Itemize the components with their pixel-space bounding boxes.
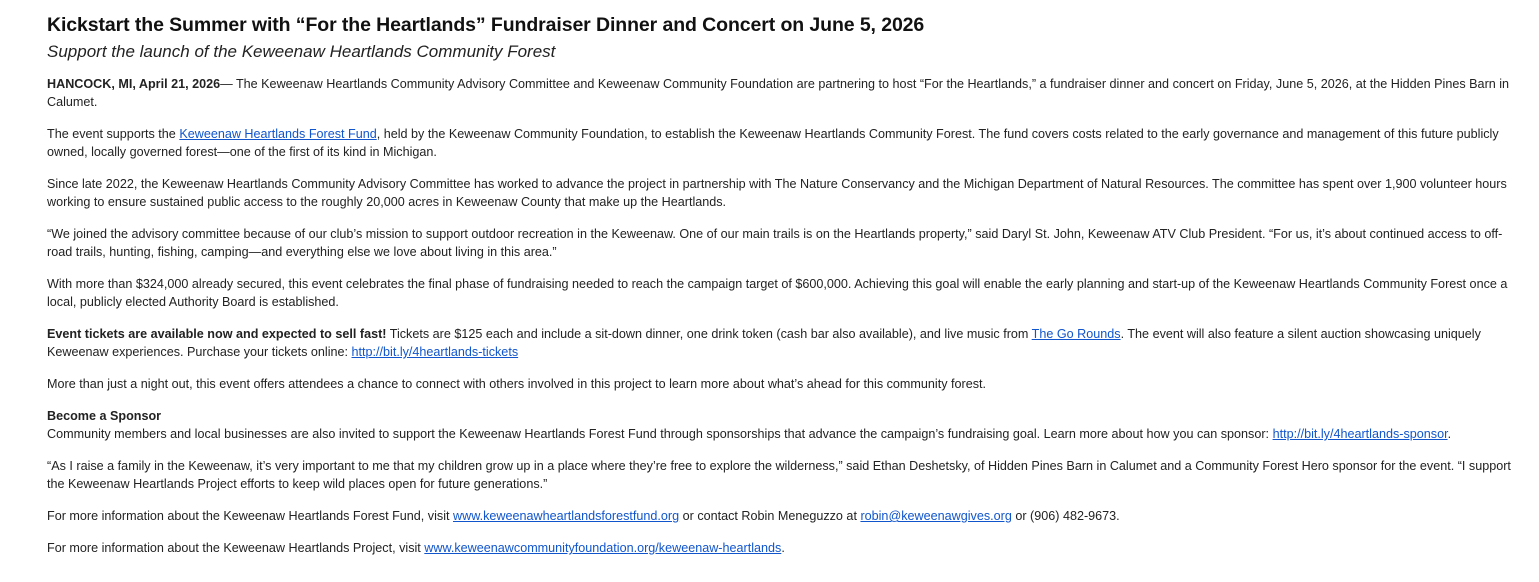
paragraph-fund-contact-text-end: or (906) 482-9673. xyxy=(1011,509,1120,523)
paragraph-project-info-text: For more information about the Keweenaw Heartlands Project, visit xyxy=(47,541,425,555)
paragraph-sponsor-quote: “As I raise a family in the Keweenaw, it’s very important to me that my children grow up in a place where they’re free to explore the wilderness,” said Ethan Deshetsky, of Hidden Pines Barn in Calumet and a Community Forest Hero sponsor for the event. “I support the Keweenaw Heartlands Project efforts to keep wild places open for future generations.” xyxy=(47,459,1511,491)
fund-website-link[interactable]: www.keweenawheartlandsforestfund.org xyxy=(453,509,680,523)
tickets-callout: Event tickets are available now and expected to sell fast! xyxy=(47,327,387,341)
paragraph-fund-contact xyxy=(47,507,1527,525)
paragraph-intro xyxy=(47,75,1527,111)
sponsor-link[interactable]: http://bit.ly/4heartlands-sponsor xyxy=(1272,427,1448,441)
forest-fund-link[interactable]: Keweenaw Heartlands Forest Fund xyxy=(179,127,377,141)
paragraph-fund-contact-text-start: For more information about the Keweenaw Heartlands Forest Fund, visit xyxy=(47,509,453,523)
paragraph-atv-quote: “We joined the advisory committee because of our club’s mission to support outdoor recreation in the Keweenaw. One of our main trails is on the Heartlands property,” said Daryl St. John, Keweenaw ATV Club President. “For us, it’s about continued access to off-road trails, hunting, fishing, camping—and everything else we love about living in this area.” xyxy=(47,227,1503,259)
tickets-link[interactable]: http://bit.ly/4heartlands-tickets xyxy=(351,345,519,359)
paragraph-sponsor-text-end: . xyxy=(1447,427,1452,441)
press-release xyxy=(47,13,1527,557)
page-subtitle: Support the launch of the Keweenaw Heartlands Community Forest xyxy=(47,42,556,61)
paragraph-fund xyxy=(47,125,1527,161)
email-link[interactable]: robin@keweenawgives.org xyxy=(860,509,1012,523)
page-title: Kickstart the Summer with “For the Heartlands” Fundraiser Dinner and Concert on June 5, 2026 xyxy=(47,14,925,36)
paragraph-tickets xyxy=(47,325,1527,361)
paragraph-fund-contact-text-mid: or contact Robin Meneguzzo at xyxy=(679,509,861,523)
paragraph-sponsor-text: Community members and local businesses are also invited to support the Keweenaw Heartlands Forest Fund through sponsorships that advance the campaign’s fundraising goal. Learn more about how you can sponsor: xyxy=(47,427,1273,441)
paragraph-intro-text: — The Keweenaw Heartlands Community Advisory Committee and Keweenaw Community Foundation are partnering to host “For the Heartlands,” a fundraiser dinner and concert on Friday, June 5, 2026, at the Hidden Pines Barn in Calumet. xyxy=(47,77,1510,109)
paragraph-tickets-text-start: Tickets are $125 each and include a sit-down dinner, one drink token (cash bar also available), and live music from xyxy=(386,327,1032,341)
paragraph-project-info-text-end: . xyxy=(781,541,785,555)
paragraph-tickets-text-mid: . The event will also feature a silent auction showcasing uniquely Keweenaw experiences. Purchase your tickets online: xyxy=(47,327,1481,359)
project-website-link[interactable]: www.keweenawcommunityfoundation.org/keweenaw-heartlands xyxy=(424,541,782,555)
paragraph-project-info xyxy=(47,539,1527,557)
paragraph-fundraising: With more than $324,000 already secured, this event celebrates the final phase of fundraising needed to reach the campaign target of $600,000. Achieving this goal will enable the early planning and start-up of the Keweenaw Heartlands Community Forest once a local, publicly elected Authority Board is established. xyxy=(47,277,1508,309)
paragraph-sponsor xyxy=(47,425,1527,443)
paragraph-fund-text-start: The event supports the xyxy=(47,127,180,141)
paragraph-night-out: More than just a night out, this event offers attendees a chance to connect with others involved in this project to learn more about what’s ahead for this community forest. xyxy=(47,377,986,391)
sponsor-heading: Become a Sponsor xyxy=(47,409,162,423)
paragraph-fund-text-end: , held by the Keweenaw Community Foundation, to establish the Keweenaw Heartlands Community Forest. The fund covers costs related to the early governance and management of this future publicly owned, locally governed forest—one of the first of its kind in Michigan. xyxy=(47,127,1499,159)
paragraph-committee: Since late 2022, the Keweenaw Heartlands Community Advisory Committee has worked to advance the project in partnership with The Nature Conservancy and the Michigan Department of Natural Resources. The committee has spent over 1,900 volunteer hours working to ensure sustained public access to the roughly 20,000 acres in Keweenaw County that make up the Heartlands. xyxy=(47,177,1507,209)
go-rounds-link[interactable]: The Go Rounds xyxy=(1031,327,1121,341)
dateline: HANCOCK, MI, April 21, 2026 xyxy=(47,77,221,91)
